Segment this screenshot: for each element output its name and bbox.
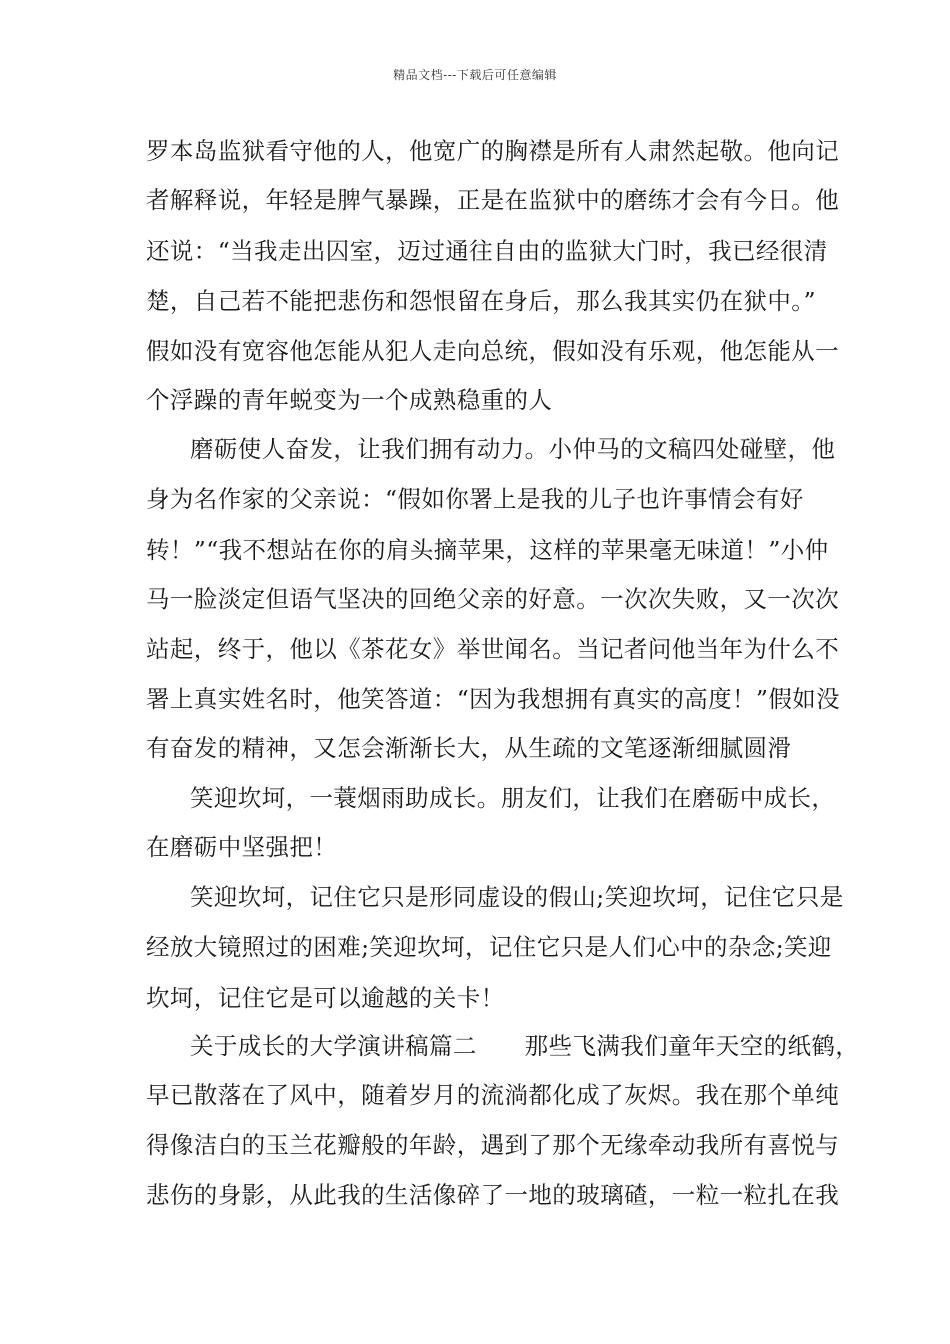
text-line: 转！”“我不想站在你的肩头摘苹果，这样的苹果毫无味道！”小仲 — [146, 536, 829, 564]
text-line: 楚，自己若不能把悲伤和怨恨留在身后，那么我其实仍在狱中。” — [146, 287, 816, 315]
paragraph-first-line: 关于成长的大学演讲稿篇二 那些飞满我们童年天空的纸鹤， — [190, 1032, 860, 1060]
paragraph-first-line: 磨砺使人奋发，让我们拥有动力。小仲马的文稿四处碰壁，他 — [190, 435, 836, 463]
text-line: 还说：“当我走出囚室，迈过通往自由的监狱大门时，我已经很清 — [146, 237, 828, 265]
text-line: 早已散落在了风中，随着岁月的流淌都化成了灰烬。我在那个单纯 — [146, 1081, 840, 1109]
text-line: 假如没有宽容他怎能从犯人走向总统，假如没有乐观，他怎能从一 — [146, 337, 840, 365]
paragraph-first-line: 笑迎坎坷，记住它只是形同虚设的假山;笑迎坎坷，记住它只是 — [190, 883, 844, 911]
text-line: 坎坷，记住它是可以逾越的关卡！ — [146, 984, 505, 1012]
paragraph-first-line: 笑迎坎坷，一蓑烟雨助成长。朋友们，让我们在磨砺中成长， — [190, 784, 836, 812]
text-line: 个浮躁的青年蜕变为一个成熟稳重的人 — [146, 386, 553, 414]
text-line: 者解释说，年轻是脾气暴躁，正是在监狱中的磨练才会有今日。他 — [146, 186, 840, 214]
text-line: 罗本岛监狱看守他的人，他宽广的胸襟是所有人肃然起敬。他向记 — [146, 137, 840, 165]
text-line: 马一脸淡定但语气坚决的回绝父亲的好意。一次次失败，又一次次 — [146, 585, 840, 613]
text-line: 得像洁白的玉兰花瓣般的年龄，遇到了那个无缘牵动我所有喜悦与 — [146, 1131, 840, 1159]
text-line: 有奋发的精神，又怎会渐渐长大，从生疏的文笔逐渐细腻圆滑 — [146, 734, 792, 762]
text-line: 悲伤的身影，从此我的生活像碎了一地的玻璃碴，一粒一粒扎在我 — [146, 1181, 840, 1209]
text-line: 站起，终于，他以《茶花女》举世闻名。当记者问他当年为什么不 — [146, 635, 840, 663]
text-line: 经放大镜照过的困难;笑迎坎坷，记住它只是人们心中的杂念;笑迎 — [146, 933, 832, 961]
page-header: 精品文档---下载后可任意编辑 — [393, 68, 557, 82]
text-line: 身为名作家的父亲说：“假如你署上是我的儿子也许事情会有好 — [146, 485, 804, 513]
text-line: 在磨砺中坚强把！ — [146, 833, 338, 861]
text-line: 署上真实姓名时，他笑答道：“因为我想拥有真实的高度！”假如没 — [146, 685, 841, 713]
